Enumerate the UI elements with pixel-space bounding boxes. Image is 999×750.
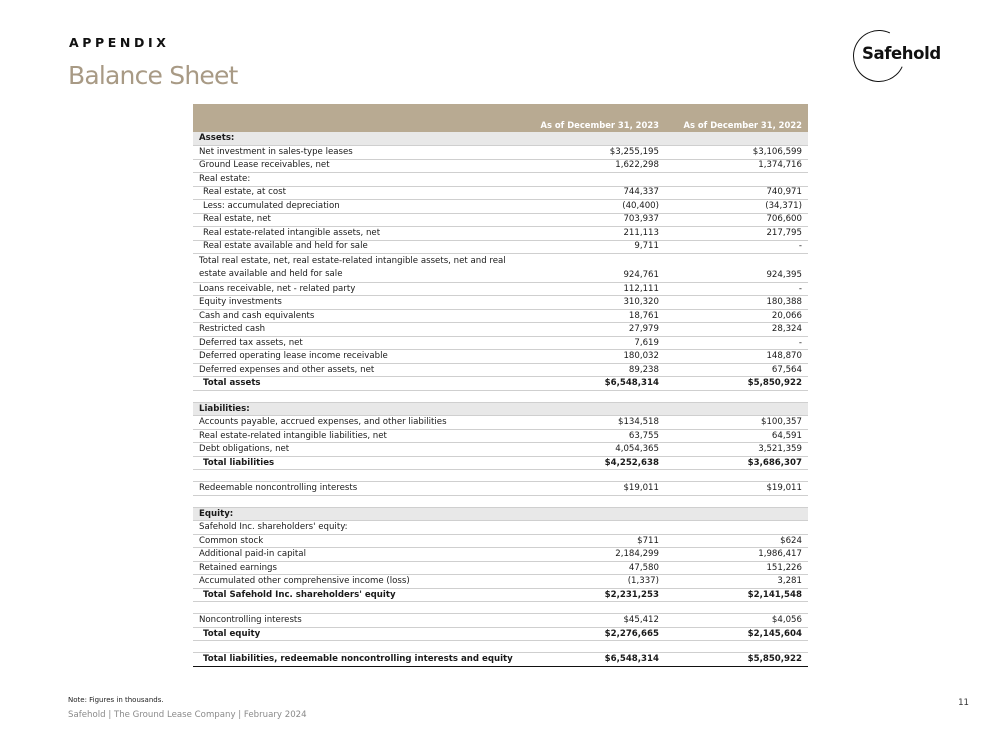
value-2022: $3,686,307 [665, 456, 808, 470]
row-label: Total equity [193, 627, 522, 641]
value-2022 [665, 507, 808, 521]
row-label: Deferred tax assets, net [193, 336, 522, 350]
value-2023: $2,231,253 [522, 588, 665, 602]
value-2023 [522, 641, 665, 653]
total-row [193, 377, 808, 391]
value-2023: 703,937 [522, 213, 665, 227]
row-label: Loans receivable, net - related party [193, 282, 522, 296]
row-label [193, 470, 522, 482]
value-2023 [522, 521, 665, 535]
value-2023: $6,548,314 [522, 653, 665, 667]
logo-text: Safehold [862, 44, 941, 63]
section-label: APPENDIX [69, 35, 170, 50]
value-2023: $6,548,314 [522, 377, 665, 391]
value-2022: $4,056 [665, 614, 808, 628]
value-2022: 148,870 [665, 350, 808, 364]
column-header-2022: As of December 31, 2022 [665, 104, 808, 132]
row-label: Retained earnings [193, 561, 522, 575]
table-row [193, 186, 808, 200]
value-2023 [522, 495, 665, 507]
row-label [193, 390, 522, 402]
total-row [193, 456, 808, 470]
value-2022: 151,226 [665, 561, 808, 575]
value-2022 [665, 132, 808, 146]
table-row [193, 309, 808, 323]
row-label: Common stock [193, 534, 522, 548]
row-label: Total Safehold Inc. shareholders' equity [193, 588, 522, 602]
value-2023: $4,252,638 [522, 456, 665, 470]
table-row [193, 521, 808, 535]
section-header-row [193, 507, 808, 521]
row-label: Real estate, at cost [193, 186, 522, 200]
table-row [193, 350, 808, 364]
value-2022: $5,850,922 [665, 377, 808, 391]
table-row [193, 254, 808, 283]
table-row [193, 548, 808, 562]
value-2023 [522, 602, 665, 614]
row-label: Additional paid-in capital [193, 548, 522, 562]
table-row [193, 173, 808, 187]
row-label: Redeemable noncontrolling interests [193, 482, 522, 496]
row-label: Liabilities: [193, 402, 522, 416]
value-2022: 3,281 [665, 575, 808, 589]
table-row [193, 146, 808, 160]
value-2023: 18,761 [522, 309, 665, 323]
value-2022: 1,374,716 [665, 159, 808, 173]
row-label: Debt obligations, net [193, 443, 522, 457]
value-2023: 89,238 [522, 363, 665, 377]
row-label [193, 602, 522, 614]
value-2022: - [665, 240, 808, 254]
value-2023: 1,622,298 [522, 159, 665, 173]
row-label: Deferred operating lease income receivable [193, 350, 522, 364]
value-2023 [522, 173, 665, 187]
spacer-row [193, 602, 808, 614]
table-row [193, 159, 808, 173]
spacer-row [193, 495, 808, 507]
value-2023 [522, 402, 665, 416]
value-2022: $2,141,548 [665, 588, 808, 602]
page-title: Balance Sheet [68, 61, 238, 90]
row-label: Total liabilities [193, 456, 522, 470]
row-label: Net investment in sales-type leases [193, 146, 522, 160]
value-2023: (40,400) [522, 200, 665, 214]
table-row [193, 429, 808, 443]
value-2022 [665, 521, 808, 535]
value-2023: 2,184,299 [522, 548, 665, 562]
page-number: 11 [958, 698, 969, 708]
value-2023 [522, 507, 665, 521]
row-label [193, 641, 522, 653]
value-2022: 20,066 [665, 309, 808, 323]
table-row [193, 363, 808, 377]
row-label: Noncontrolling interests [193, 614, 522, 628]
table-row [193, 416, 808, 430]
value-2023: 7,619 [522, 336, 665, 350]
table-row [193, 240, 808, 254]
footnote: Note: Figures in thousands. [68, 696, 164, 704]
row-label: Safehold Inc. shareholders' equity: [193, 521, 522, 535]
total-row [193, 653, 808, 667]
value-2022: $624 [665, 534, 808, 548]
value-2022: - [665, 282, 808, 296]
row-label: Less: accumulated depreciation [193, 200, 522, 214]
value-2023: (1,337) [522, 575, 665, 589]
row-label: Restricted cash [193, 323, 522, 337]
value-2023 [522, 132, 665, 146]
value-2022: 217,795 [665, 227, 808, 241]
section-header-row [193, 132, 808, 146]
value-2023: $45,412 [522, 614, 665, 628]
row-label: Ground Lease receivables, net [193, 159, 522, 173]
value-2023: $19,011 [522, 482, 665, 496]
row-label: Equity: [193, 507, 522, 521]
value-2023: 310,320 [522, 296, 665, 310]
value-2022: 3,521,359 [665, 443, 808, 457]
value-2022: 706,600 [665, 213, 808, 227]
footer-company: Safehold | The Ground Lease Company | February 2024 [68, 710, 307, 720]
value-2023: 924,761 [522, 254, 665, 283]
value-2022: 1,986,417 [665, 548, 808, 562]
row-label: Total real estate, net, real estate-related intangible assets, net and real estate available and held for sale [193, 254, 522, 283]
value-2023: $3,255,195 [522, 146, 665, 160]
value-2022: $5,850,922 [665, 653, 808, 667]
row-label: Real estate-related intangible liabilities, net [193, 429, 522, 443]
table-body [193, 132, 808, 666]
spacer-row [193, 390, 808, 402]
table-row [193, 213, 808, 227]
value-2022 [665, 470, 808, 482]
value-2023: 9,711 [522, 240, 665, 254]
row-label: Real estate available and held for sale [193, 240, 522, 254]
value-2022: - [665, 336, 808, 350]
value-2023: 744,337 [522, 186, 665, 200]
value-2023: 112,111 [522, 282, 665, 296]
value-2023: 180,032 [522, 350, 665, 364]
table-row [193, 482, 808, 496]
safehold-logo [853, 30, 941, 82]
column-header-label [193, 104, 522, 132]
total-row [193, 627, 808, 641]
table-row [193, 575, 808, 589]
value-2022 [665, 173, 808, 187]
table-header-row [193, 104, 808, 132]
spacer-row [193, 641, 808, 653]
value-2022: $2,145,604 [665, 627, 808, 641]
table-row [193, 614, 808, 628]
value-2023: 63,755 [522, 429, 665, 443]
table-row [193, 227, 808, 241]
row-label: Deferred expenses and other assets, net [193, 363, 522, 377]
value-2022: 67,564 [665, 363, 808, 377]
value-2022: $100,357 [665, 416, 808, 430]
value-2023: $2,276,665 [522, 627, 665, 641]
value-2023: $711 [522, 534, 665, 548]
spacer-row [193, 470, 808, 482]
value-2022: 28,324 [665, 323, 808, 337]
value-2022: 180,388 [665, 296, 808, 310]
table-row [193, 561, 808, 575]
value-2022: $3,106,599 [665, 146, 808, 160]
column-header-2023: As of December 31, 2023 [522, 104, 665, 132]
row-label: Real estate-related intangible assets, net [193, 227, 522, 241]
table-row [193, 200, 808, 214]
table-row [193, 282, 808, 296]
row-label: Real estate: [193, 173, 522, 187]
value-2023 [522, 470, 665, 482]
value-2022 [665, 402, 808, 416]
value-2023: 211,113 [522, 227, 665, 241]
value-2023: 47,580 [522, 561, 665, 575]
row-label: Accumulated other comprehensive income (loss) [193, 575, 522, 589]
row-label: Equity investments [193, 296, 522, 310]
row-label: Assets: [193, 132, 522, 146]
row-label: Real estate, net [193, 213, 522, 227]
value-2022: (34,371) [665, 200, 808, 214]
value-2022 [665, 390, 808, 402]
value-2022: $19,011 [665, 482, 808, 496]
table-row [193, 534, 808, 548]
section-header-row [193, 402, 808, 416]
value-2022: 740,971 [665, 186, 808, 200]
table-row [193, 296, 808, 310]
total-row [193, 588, 808, 602]
row-label: Total liabilities, redeemable noncontrolling interests and equity [193, 653, 522, 667]
value-2022 [665, 602, 808, 614]
value-2023 [522, 390, 665, 402]
row-label: Accounts payable, accrued expenses, and other liabilities [193, 416, 522, 430]
value-2023: 4,054,365 [522, 443, 665, 457]
table-row [193, 443, 808, 457]
balance-sheet-table [193, 104, 808, 667]
value-2023: $134,518 [522, 416, 665, 430]
value-2022 [665, 641, 808, 653]
row-label [193, 495, 522, 507]
value-2022 [665, 495, 808, 507]
value-2022: 924,395 [665, 254, 808, 283]
table-row [193, 323, 808, 337]
table-row [193, 336, 808, 350]
value-2022: 64,591 [665, 429, 808, 443]
row-label: Cash and cash equivalents [193, 309, 522, 323]
row-label: Total assets [193, 377, 522, 391]
value-2023: 27,979 [522, 323, 665, 337]
